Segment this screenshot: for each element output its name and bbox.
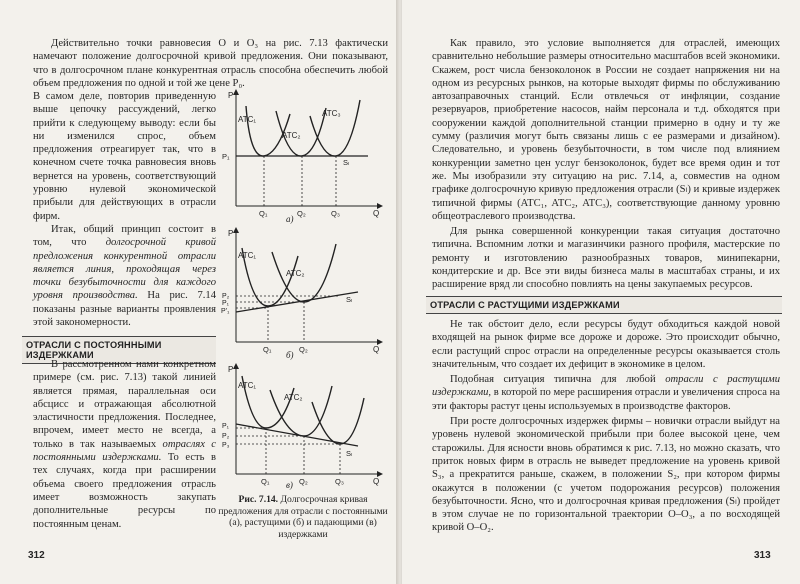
axis-p-label: P bbox=[228, 91, 234, 100]
right-section-heading: ОТРАСЛИ С РАСТУЩИМИ ИЗДЕРЖКАМИ bbox=[426, 296, 782, 314]
p4-tail: в которой по мере расширения отрасли и увеличения спроса на эти факторы растут цены используемых в производстве факторов. bbox=[432, 387, 780, 412]
p1-label: P₁ bbox=[222, 152, 230, 161]
right-page-number: 313 bbox=[754, 550, 771, 561]
q1-label: Q₁ bbox=[261, 477, 270, 486]
sl-label: Sₗ bbox=[343, 158, 350, 167]
atc3-curve bbox=[312, 398, 364, 444]
p3-lead: Итак, общий принцип состоит в том, что bbox=[33, 223, 216, 249]
left-text-column bbox=[33, 90, 216, 329]
sl-line bbox=[236, 424, 358, 446]
p2-label: P₂ bbox=[222, 433, 230, 440]
figure-7-14-a bbox=[218, 86, 388, 224]
p4-emphasis: отраслях с постоянными издержками. bbox=[33, 438, 216, 464]
q3-label: Q₃ bbox=[331, 209, 340, 218]
atc2-label: ATC₂ bbox=[284, 393, 303, 402]
left-page bbox=[0, 0, 398, 584]
right-paragraph-1: Как правило, это условие выполняется для отраслей, имеющих сравнительно небольшие размеры относительно масштабов всей экономики. Скажем, рост числа бензоколонок в России не создает напряжения ни на одном из ресурсных рынков, на которые выходят фирмы по обслуживанию автозаправочных станций. Если отвлечься от инфляции, создание резервуаров, приобретение насосов, найм персонала и т.д. обходятся при сооружении каждой дополнительной станции примерно в одну и ту же сумму (различия могут быть связаны лишь с ее размерами и дизайном). Следовательно, и уровень безубыточности, в том числе под влиянием конкуренции заметно цен услуг бензоколонок, будет все время один и тот же. Мы изобразили эту ситуацию на рис. 7.14, а, совместив на одном графике долгосрочную кривую предложения отрасли (Sₗ) и кривые издержек типичной фирмы (ATC₁, ATC₂, ATC₃), соответствующие данному уровню общеотраслевого производства. bbox=[432, 38, 780, 222]
atc1-label: ATC₁ bbox=[238, 381, 257, 390]
p3-label: P₃ bbox=[222, 442, 230, 449]
caption-number: Рис. 7.14. bbox=[238, 494, 279, 505]
axis-q-label: Q bbox=[373, 477, 380, 486]
q1-label: Q₁ bbox=[259, 209, 268, 218]
p3-tail: На рис. 7.14 показаны разные варианты проявления этой закономерности. bbox=[33, 290, 217, 329]
left-intro bbox=[33, 37, 388, 90]
fig-a-label: а) bbox=[286, 214, 294, 224]
fig-c-label: в) bbox=[286, 480, 293, 490]
right-paragraph-3: Не так обстоит дело, если ресурсы будут обходиться каждой новой входящей на рынок фирме все дороже и дороже. Это происходит обычно, если растущий спрос отрасли на определенные ресурсы оказывается столь значительным, что создает их дефицит в экономике в целом. bbox=[432, 319, 780, 370]
p3-emphasis: долгосрочной кривой предложения конкурентной отрасли является линия, проходящая через точки безубыточности для каждого уровня производства. bbox=[33, 237, 216, 302]
sl-label: Sₗ bbox=[346, 295, 353, 304]
p4-emphasis: отрасли с растущими издержками, bbox=[432, 374, 780, 399]
figure-7-14-c bbox=[218, 362, 388, 492]
p1-label: P₁ bbox=[222, 423, 230, 430]
right-text-bottom bbox=[432, 318, 780, 535]
q2-label: Q₂ bbox=[299, 477, 308, 486]
p2-label: P₂ bbox=[222, 293, 230, 300]
left-paragraph-4 bbox=[33, 358, 216, 531]
axis-p-label: P bbox=[228, 365, 234, 374]
atc2-label: ATC₂ bbox=[286, 269, 305, 278]
fig-b-label: б) bbox=[286, 350, 294, 360]
p4-lead: В рассмотренном нами конкретном примере (см. рис. 7.13) такой линией является прямая, параллельная оси абсцисс и отражающая абсолютной эластичности предложения. Последнее, впрочем, имеет место не всегда, а только в так называемых bbox=[33, 359, 216, 450]
p1-label: P₁ bbox=[222, 300, 230, 307]
q2-label: Q₂ bbox=[297, 209, 306, 218]
left-paragraph-3 bbox=[33, 223, 216, 329]
axis-q-label: Q bbox=[373, 209, 380, 218]
sl-label: Sₗ bbox=[346, 449, 353, 458]
left-section-heading: ОТРАСЛИ С ПОСТОЯННЫМИ ИЗДЕРЖКАМИ bbox=[22, 336, 216, 364]
figure-7-14-b bbox=[218, 226, 388, 360]
left-text-column-2 bbox=[33, 358, 216, 531]
axis-q-label: Q bbox=[373, 345, 380, 354]
atc2-label: ATC₂ bbox=[282, 131, 301, 140]
atc1-label: ATC₁ bbox=[238, 115, 257, 124]
left-page-number: 312 bbox=[28, 550, 45, 561]
left-paragraph-2: В самом деле, повторив приведенную выше цепочку рассуждений, легко прийти к следующему выводу: если бы ни изменился спрос, объем предложения отреагирует так, что в конечном счете точка равновесия вновь вернется на уровень, соответствующий уровню нулевой экономической прибыли для действующих в отрасли фирм. bbox=[33, 91, 216, 222]
right-paragraph-5: При росте долгосрочных издержек фирмы – новички отрасли выйдут на уровень нулевой экономической прибыли при более высокой цене, чем старожилы. Для ясности вновь обратимся к рис. 7.13, но можно сказать, что приток новых фирм в отрасль не выведет предложение на уровень кривой S₃, а прекратится раньше, скажем, в положении S₂, при котором фирмы окажутся в положении (с учетом подорожания ресурсов) положения безубыточности. Ясно, что и долгосрочная кривая предложения (Sₗ) пройдет в этом случае не по горизонтальной траектории O–O₃, а по восходящей кривой O–O₂. bbox=[432, 416, 780, 534]
right-text-top bbox=[432, 37, 780, 292]
right-page bbox=[402, 0, 800, 584]
q3-label: Q₃ bbox=[335, 477, 344, 486]
atc3-label: ATC₃ bbox=[322, 109, 341, 118]
p4-lead: Подобная ситуация типична для любой bbox=[450, 374, 666, 386]
axis-p-label: P bbox=[228, 229, 234, 238]
q2-label: Q₂ bbox=[299, 345, 308, 354]
right-paragraph-4 bbox=[432, 373, 780, 413]
right-paragraph-2: Для рынка совершенной конкуренции такая ситуация достаточно типична. Вспомним лотки и магазинчики разного профиля, мастерские по ремонту и изготовлению разнообразных товаров, минипекарни, кондитерские и др. Все эти виды бизнеса малы в масштабах страны, и их расширение вряд ли способно повлиять на цены закупаемых ресурсов. bbox=[432, 226, 780, 291]
caption-text: Долгосрочная кривая предложения для отрасли с постоянными (а), растущими (б) и падающими (в) издержками bbox=[218, 494, 388, 540]
q1-label: Q₁ bbox=[263, 345, 272, 354]
figure-caption bbox=[218, 494, 388, 540]
p1-prime-label: P'₁ bbox=[221, 308, 230, 315]
left-paragraph-1: Действительно точки равновесия O и O₃ на рис. 7.13 фактически намечают положение долгосрочной кривой предложения. Они показывают, что в долгосрочном плане конкурентная отрасль способна обеспечить любой объем предложения по одной и той же цене P₀. bbox=[33, 38, 388, 89]
p4-tail: То есть в тех случаях, когда при расширении объема своего предложения отрасль имеет возможность закупать дополнительные ресурсы по постоянным ценам. bbox=[33, 452, 216, 530]
atc1-label: ATC₁ bbox=[238, 251, 257, 260]
